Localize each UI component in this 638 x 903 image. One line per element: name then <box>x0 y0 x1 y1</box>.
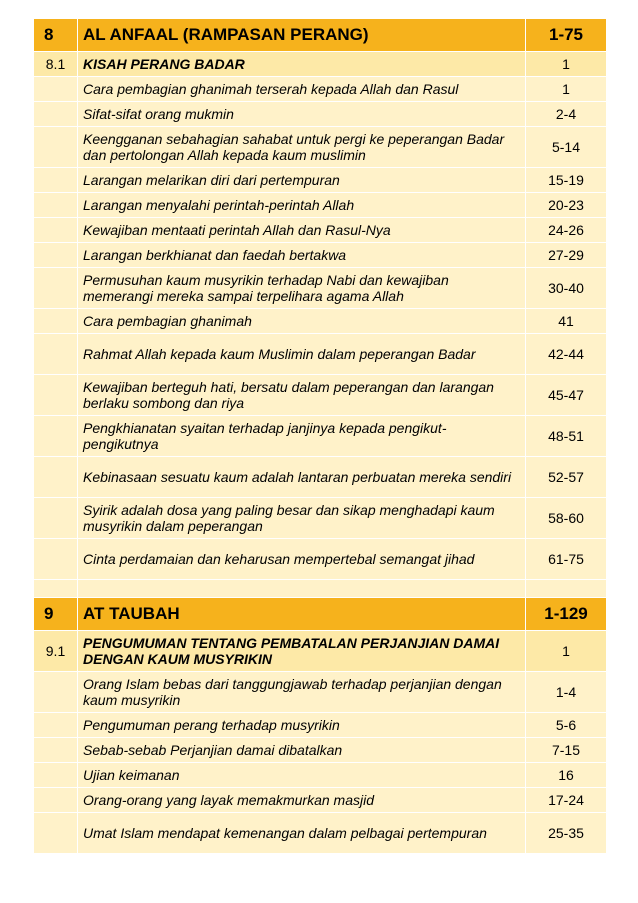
verse-range: 5-6 <box>526 713 607 738</box>
table-row <box>34 738 607 763</box>
table-row <box>34 498 607 539</box>
verse-range: 61-75 <box>526 539 607 580</box>
chapter-number: 9 <box>34 598 78 631</box>
table-row <box>34 127 607 168</box>
section-title: PENGUMUMAN TENTANG PEMBATALAN PERJANJIAN DAMAI DENGAN KAUM MUSYRIKIN <box>78 631 526 672</box>
section-verse-range: 1 <box>526 631 607 672</box>
topic-title: Kewajiban berteguh hati, bersatu dalam peperangan dan larangan berlaku sombong dan riya <box>78 375 526 416</box>
section-title: KISAH PERANG BADAR <box>78 52 526 77</box>
verse-range: 7-15 <box>526 738 607 763</box>
verse-range: 27-29 <box>526 243 607 268</box>
table-row <box>34 539 607 580</box>
verse-range: 24-26 <box>526 218 607 243</box>
topic-title: Orang Islam bebas dari tanggungjawab terhadap perjanjian dengan kaum musyrikin <box>78 672 526 713</box>
verse-range: 16 <box>526 763 607 788</box>
topic-title: Pengkhianatan syaitan terhadap janjinya kepada pengikut-pengikutnya <box>78 416 526 457</box>
topic-title: Orang-orang yang layak memakmurkan masjid <box>78 788 526 813</box>
verse-range: 58-60 <box>526 498 607 539</box>
chapter-number: 8 <box>34 19 78 52</box>
verse-range: 5-14 <box>526 127 607 168</box>
table-row <box>34 813 607 854</box>
topic-title: Cinta perdamaian dan keharusan mempertebal semangat jihad <box>78 539 526 580</box>
section-row <box>34 52 607 77</box>
table-row <box>34 763 607 788</box>
verse-range: 1 <box>526 77 607 102</box>
chapter-verse-range: 1-129 <box>526 598 607 631</box>
verse-range: 41 <box>526 309 607 334</box>
topic-title: Ujian keimanan <box>78 763 526 788</box>
verse-range: 52-57 <box>526 457 607 498</box>
verse-range: 25-35 <box>526 813 607 854</box>
table-row <box>34 218 607 243</box>
topic-title: Pengumuman perang terhadap musyrikin <box>78 713 526 738</box>
topic-title: Larangan melarikan diri dari pertempuran <box>78 168 526 193</box>
topic-title: Larangan berkhianat dan faedah bertakwa <box>78 243 526 268</box>
table-row <box>34 168 607 193</box>
verse-range: 2-4 <box>526 102 607 127</box>
section-verse-range: 1 <box>526 52 607 77</box>
spacer-row <box>34 580 607 598</box>
topic-title: Sebab-sebab Perjanjian damai dibatalkan <box>78 738 526 763</box>
table-row <box>34 309 607 334</box>
topic-title: Rahmat Allah kepada kaum Muslimin dalam peperangan Badar <box>78 334 526 375</box>
topic-title: Sifat-sifat orang mukmin <box>78 102 526 127</box>
table-row <box>34 457 607 498</box>
topic-title: Cara pembagian ghanimah terserah kepada Allah dan Rasul <box>78 77 526 102</box>
table-row <box>34 672 607 713</box>
table-row <box>34 375 607 416</box>
verse-range: 48-51 <box>526 416 607 457</box>
table-row <box>34 102 607 127</box>
chapter-title: AL ANFAAL (RAMPASAN PERANG) <box>78 19 526 52</box>
verse-range: 45-47 <box>526 375 607 416</box>
table-row <box>34 788 607 813</box>
section-number: 9.1 <box>34 631 78 672</box>
table-row <box>34 193 607 218</box>
verse-range: 1-4 <box>526 672 607 713</box>
table-row <box>34 713 607 738</box>
table-of-contents <box>33 18 607 854</box>
table-row <box>34 77 607 102</box>
table-row <box>34 268 607 309</box>
chapter-header-row <box>34 19 607 52</box>
verse-range: 20-23 <box>526 193 607 218</box>
topic-title: Cara pembagian ghanimah <box>78 309 526 334</box>
table-row <box>34 243 607 268</box>
section-row <box>34 631 607 672</box>
topic-title: Kewajiban mentaati perintah Allah dan Rasul-Nya <box>78 218 526 243</box>
verse-range: 42-44 <box>526 334 607 375</box>
topic-title: Permusuhan kaum musyrikin terhadap Nabi dan kewajiban memerangi mereka sampai terpelihara agama Allah <box>78 268 526 309</box>
table-row <box>34 334 607 375</box>
chapter-title: AT TAUBAH <box>78 598 526 631</box>
verse-range: 17-24 <box>526 788 607 813</box>
section-number: 8.1 <box>34 52 78 77</box>
topic-title: Syirik adalah dosa yang paling besar dan sikap menghadapi kaum musyrikin dalam peperangan <box>78 498 526 539</box>
topic-title: Umat Islam mendapat kemenangan dalam pelbagai pertempuran <box>78 813 526 854</box>
verse-range: 15-19 <box>526 168 607 193</box>
topic-title: Kebinasaan sesuatu kaum adalah lantaran perbuatan mereka sendiri <box>78 457 526 498</box>
verse-range: 30-40 <box>526 268 607 309</box>
table-row <box>34 416 607 457</box>
topic-title: Keengganan sebahagian sahabat untuk pergi ke peperangan Badar dan pertolongan Allah kepada kaum muslimin <box>78 127 526 168</box>
topic-title: Larangan menyalahi perintah-perintah Allah <box>78 193 526 218</box>
chapter-header-row <box>34 598 607 631</box>
chapter-verse-range: 1-75 <box>526 19 607 52</box>
